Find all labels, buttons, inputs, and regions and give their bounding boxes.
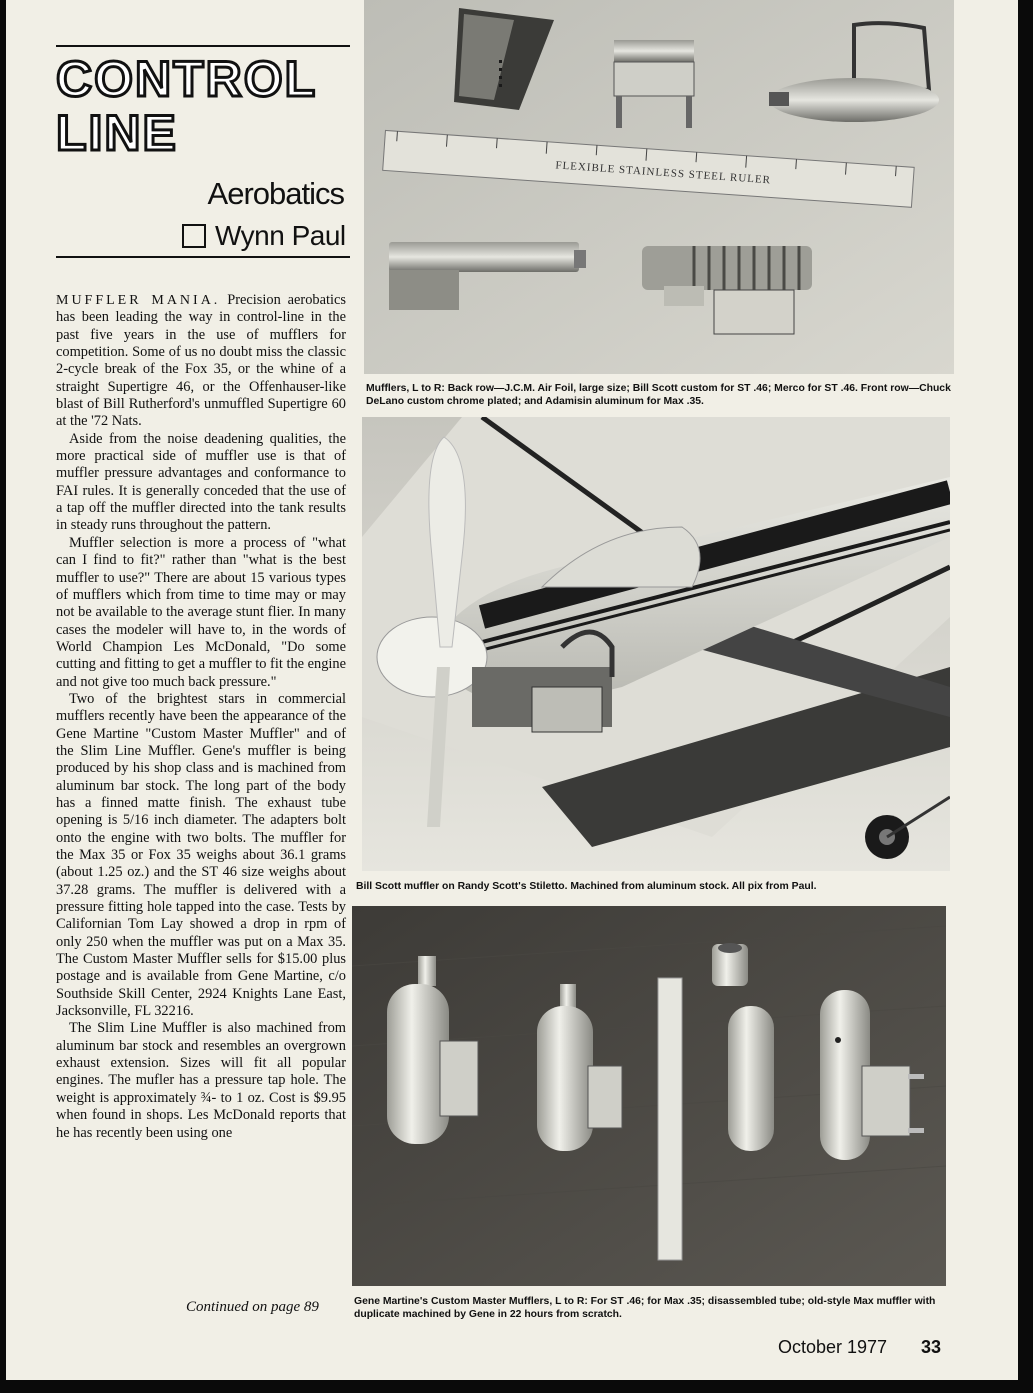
page-number: 33 [921, 1337, 942, 1357]
article-paragraph: The Slim Line Muffler is also machined from aluminum bar stock and resembles an overgrown exhaust extension. Sizes will fit all popular engines. The mufler has a pressure tap hole. The weight is approximately ¾- to 1 oz. Cost is $9.95 when found in shops. Les McDonald reports that he has recently been using one [56, 1020, 346, 1141]
byline-box-glyph [182, 224, 206, 248]
continued-note: Continued on page 89 [186, 1299, 319, 1315]
column-subtitle: Aerobatics [207, 176, 344, 211]
ruler-label: FLEXIBLE STAINLESS STEEL RULER [555, 159, 772, 187]
header-bottom-rule [56, 256, 350, 258]
article-paragraph: MUFFLER MANIA. Precision aerobatics has been leading the way in control-line in the past five years in the use of mufflers for competition. Some of us no doubt miss the classic 2-cycle break of the Fox 35, or the whine of a straight Supertigre 46, or the Offenhauser-like blast of Bill Rutherford's unmuffled Supertigre 60 at the '72 Nats. [56, 292, 346, 430]
mufflers-group-photo [364, 0, 954, 374]
author-name: Wynn Paul [215, 220, 346, 251]
top-photo-caption: Mufflers, L to R: Back row—J.C.M. Air Foil, large size; Bill Scott custom for ST .46; Merco for ST .46. Front row—Chuck DeLano custom chrome plated; and Adamisin aluminum for Max .35. [366, 383, 951, 407]
header-top-rule [56, 45, 350, 47]
middle-photo-caption: Bill Scott muffler on Randy Scott's Stiletto. Machined from aluminum stock. All pix from Paul. [356, 881, 817, 892]
lead-in: MUFFLER MANIA. [56, 293, 221, 308]
author-byline [182, 220, 346, 252]
custom-master-mufflers-photo [352, 906, 946, 1286]
article-paragraph: Aside from the noise deadening qualities, the more practical side of muffler use is that of muffler pressure advantages and conformance to FAI rules. It is generally conceded that the use of a tap off the muffler directed into the tank results in steady runs throughout the pattern. [56, 430, 346, 534]
article-paragraph: Muffler selection is more a process of "what can I find to fit?" rather than "what is the best muffler to use?" There are about 15 various types of mufflers which from time to time may or may not be available to the average stunt flier. In many cases the modeler will have to, in the words of World Champion Les McDonald, "Do some cutting and fitting to get a muffler to fit the engine and not give too much back pressure." [56, 534, 346, 690]
issue-date: October 1977 [778, 1337, 888, 1357]
magazine-page [6, 0, 1018, 1380]
column-title-line1: CONTROL [56, 51, 318, 107]
bottom-photo-caption: Gene Martine's Custom Master Mufflers, L to R: For ST .46; for Max .35; disassembled tube; old-style Max muffler with duplicate machined by Gene in 22 hours from scratch. [354, 1296, 936, 1320]
article-paragraph: Two of the brightest stars in commercial mufflers recently have been the appearance of the Gene Martine "Custom Master Muffler" and of the Slim Line Muffler. Gene's muffler is being produced by his shop class and is machined from aluminum bar stock. The long part of the body has a finned matte finish. The exhaust tube opening is 5/16 inch diameter. The adapters bolt onto the engine with two bolts. The muffler for the Max 35 or Fox 35 weighs about 36.1 grams (about 1.25 oz.) and the ST 46 size weighs about 37.28 grams. The muffler is delivered with a pressure fitting hole tapped into the case. Tests by Californian Tom Lay showed a drop in rpm of only 250 when the muffler was put on a Max 35. The Custom Master Muffler sells for $15.00 plus postage and is available from Gene Martine, c/o Southside Skill Center, 2924 Knights Lane East, Jacksonville, FL 32216. [56, 690, 346, 1020]
stiletto-plane-photo [362, 417, 950, 871]
article-body [56, 292, 346, 1142]
column-title-line2: LINE [56, 105, 178, 161]
